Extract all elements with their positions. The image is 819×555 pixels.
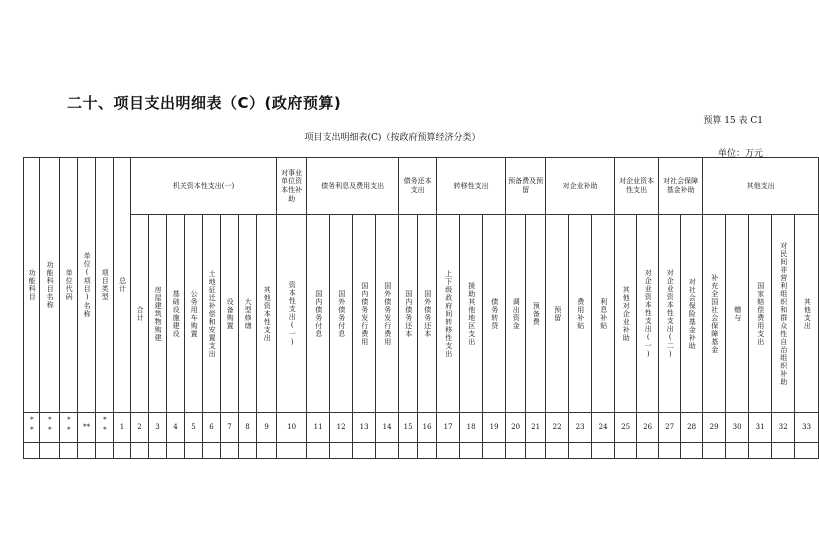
sub-header: 补充全国社会保障基金 [703, 215, 726, 413]
index-number: 21 [526, 413, 546, 443]
index-number: 26 [637, 413, 659, 443]
header-total: 总计 [114, 158, 131, 413]
sub-header: 预留 [546, 215, 569, 413]
index-number: 11 [307, 413, 330, 443]
sub-header: 国内债务发行费用 [353, 215, 376, 413]
expenditure-table [23, 157, 819, 459]
sub-header: 预备费 [526, 215, 546, 413]
sub-header: 利息补贴 [592, 215, 615, 413]
index-star: ** [78, 413, 96, 443]
sub-header: 大型修缮 [239, 215, 257, 413]
index-number: 14 [376, 413, 399, 443]
index-number: 30 [726, 413, 749, 443]
sub-header: 对社会保险基金补助 [681, 215, 703, 413]
sub-header: 国内债务还本 [399, 215, 418, 413]
group-social-security: 对社会保障基金补助 [659, 158, 703, 215]
sub-header: 国外债务付息 [330, 215, 353, 413]
index-number: 29 [703, 413, 726, 443]
header-unit-name: 单位(项目)名称 [78, 158, 96, 413]
sub-header: 对民间非营利组织和群众性自治组织补助 [772, 215, 795, 413]
index-number: 33 [795, 413, 819, 443]
index-number: 5 [185, 413, 203, 443]
index-number: 15 [399, 413, 418, 443]
index-number: 1 [114, 413, 131, 443]
header-function-code: 功能科目 [24, 158, 40, 413]
index-number: 7 [221, 413, 239, 443]
table-number: 预算 15 表 C1 [703, 116, 763, 126]
index-number: 4 [167, 413, 185, 443]
sub-header: 基础设施建设 [167, 215, 185, 413]
index-number: 2 [131, 413, 149, 443]
group-other: 其他支出 [703, 158, 819, 215]
empty-data-row [24, 443, 819, 459]
index-number: 8 [239, 413, 257, 443]
index-star: ** [24, 413, 40, 443]
group-capital-expenditure: 机关资本性支出(一) [131, 158, 277, 215]
group-transfer: 转移性支出 [437, 158, 506, 215]
group-reserve: 预备费及预留 [506, 158, 546, 215]
sub-header: 资本性支出(一) [277, 215, 307, 413]
index-number: 28 [681, 413, 703, 443]
index-number: 19 [483, 413, 506, 443]
sub-header: 设备购置 [221, 215, 239, 413]
index-number: 25 [615, 413, 637, 443]
index-star: ** [96, 413, 114, 443]
sub-header: 对企业资本性支出(二) [659, 215, 681, 413]
header-project-type: 项目类型 [96, 158, 114, 413]
sub-header: 调出资金 [506, 215, 526, 413]
index-number: 23 [569, 413, 592, 443]
index-number: 3 [149, 413, 167, 443]
group-debt-interest: 债务利息及费用支出 [307, 158, 399, 215]
sub-header: 国内债务付息 [307, 215, 330, 413]
table-subtitle: 项目支出明细表(C)（按政府预算经济分类） [304, 133, 481, 143]
sub-header: 公务用车购置 [185, 215, 203, 413]
sub-header: 上下级政府间转移性支出 [437, 215, 460, 413]
group-institution-capital-subsidy: 对事业单位资本性补助 [277, 158, 307, 215]
sub-header: 其他对企业补助 [615, 215, 637, 413]
sub-header: 费用补贴 [569, 215, 592, 413]
sub-header: 赠与 [726, 215, 749, 413]
index-number: 24 [592, 413, 615, 443]
group-enterprise-capital: 对企业资本性支出 [615, 158, 659, 215]
index-row [24, 413, 819, 443]
index-star: ** [40, 413, 60, 443]
header-unit-code: 单位代码 [60, 158, 78, 413]
index-number: 12 [330, 413, 353, 443]
index-number: 6 [203, 413, 221, 443]
index-number: 27 [659, 413, 681, 443]
page-title: 二十、项目支出明细表（C）(政府预算) [67, 94, 342, 112]
sub-header: 其他支出 [795, 215, 819, 413]
group-enterprise-subsidy: 对企业补助 [546, 158, 615, 215]
sub-header: 国外债务还本 [418, 215, 437, 413]
index-number: 17 [437, 413, 460, 443]
sub-header: 合计 [131, 215, 149, 413]
header-function-name: 功能科目名称 [40, 158, 60, 413]
index-star: ** [60, 413, 78, 443]
index-number: 31 [749, 413, 772, 443]
sub-header: 其他资本性支出 [257, 215, 277, 413]
index-number: 13 [353, 413, 376, 443]
index-number: 9 [257, 413, 277, 443]
sub-header: 房屋建筑物购建 [149, 215, 167, 413]
sub-header: 国外债务发行费用 [376, 215, 399, 413]
index-number: 16 [418, 413, 437, 443]
sub-header: 援助其他地区支出 [460, 215, 483, 413]
group-debt-principal: 债务还本支出 [399, 158, 437, 215]
sub-header: 对企业资本性支出(一) [637, 215, 659, 413]
sub-header: 债务转贷 [483, 215, 506, 413]
index-number: 32 [772, 413, 795, 443]
sub-header: 土地征迁补偿和安置支出 [203, 215, 221, 413]
index-number: 10 [277, 413, 307, 443]
sub-header: 国家赔偿费用支出 [749, 215, 772, 413]
unit-label: 单位：万元 [717, 149, 763, 159]
index-number: 20 [506, 413, 526, 443]
index-number: 22 [546, 413, 569, 443]
index-number: 18 [460, 413, 483, 443]
